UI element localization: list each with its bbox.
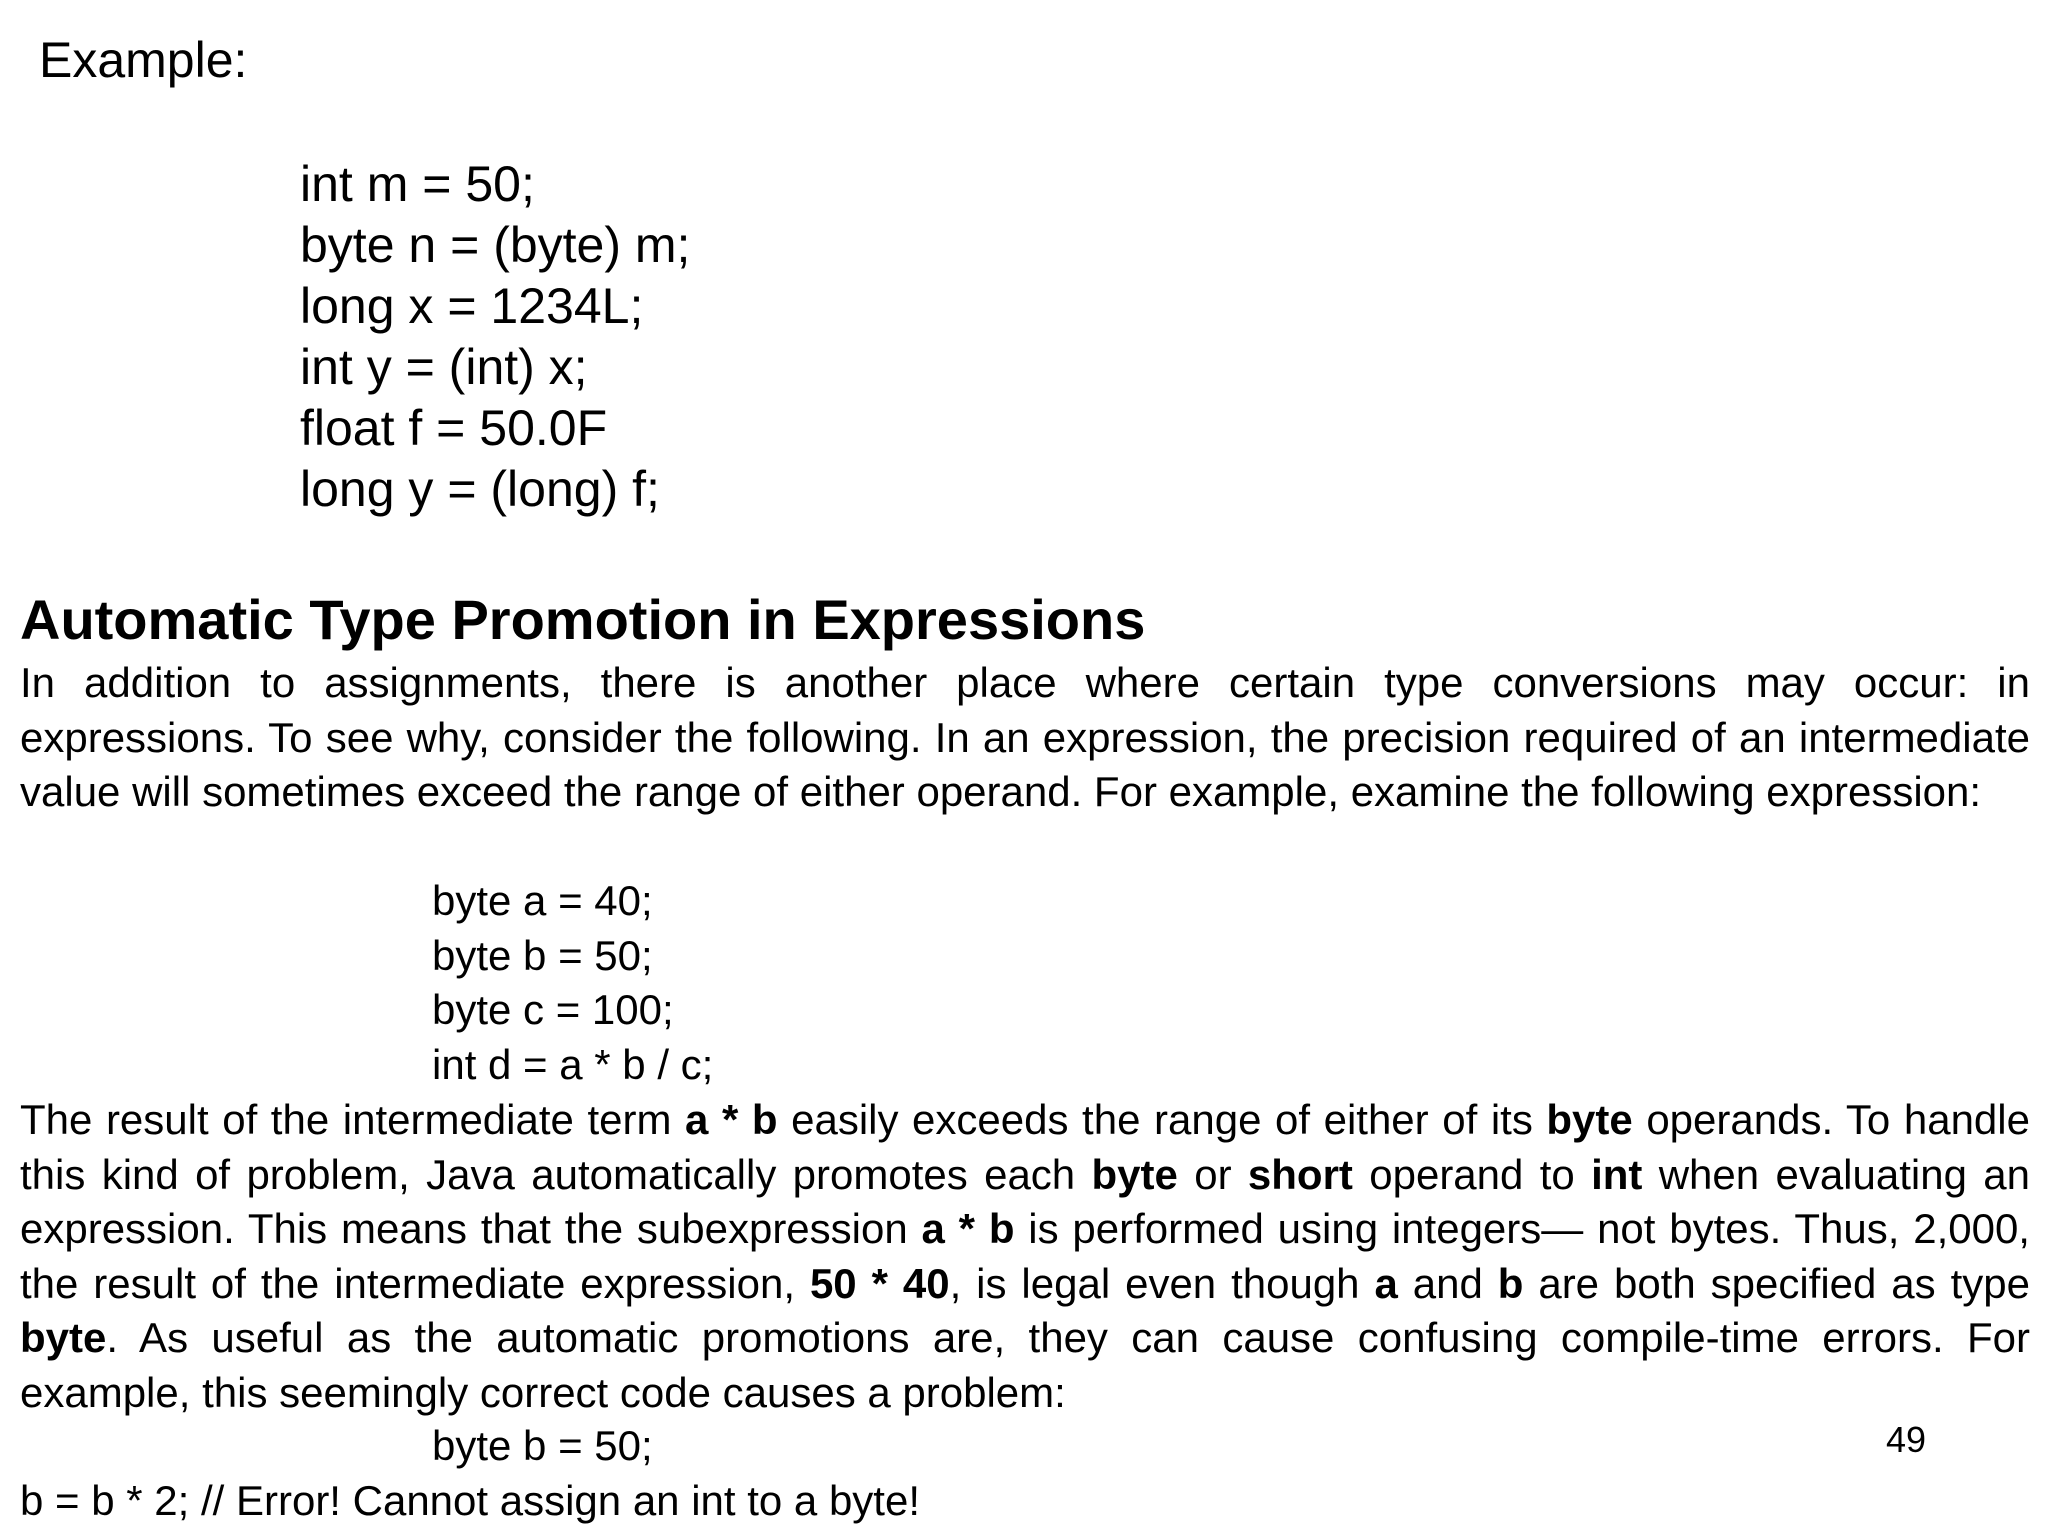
bold-term: a * b: [921, 1205, 1015, 1252]
bold-term: b: [1497, 1259, 1524, 1307]
code-block-casting-examples: [300, 154, 690, 520]
code-line: byte b = 50;: [432, 931, 653, 979]
code-line: int d = a * b / c;: [432, 1040, 714, 1088]
code-line: byte c = 100;: [432, 986, 674, 1033]
text-run: easily exceeds the range of either of its: [777, 1096, 1547, 1143]
text-run: are both specified as type: [1523, 1259, 2030, 1307]
code-line: long y = (long) f;: [300, 461, 660, 517]
code-line: byte b = 50;: [432, 1422, 653, 1469]
text-run: The result of the intermediate term: [20, 1096, 686, 1143]
code-line: byte a = 40;: [432, 877, 653, 924]
bold-term: byte: [1546, 1096, 1633, 1143]
code-line: int y = (int) x;: [300, 339, 588, 395]
text-run: operands. To handle this kind of problem, Java automatically promotes each: [20, 1096, 2030, 1198]
example-label: Example:: [39, 32, 248, 88]
code-block-problem-example: [432, 1419, 653, 1474]
paragraph-promotion-explanation: [20, 1093, 2030, 1420]
paragraph-intro: In addition to assignments, there is another place where certain type conversions may occur: in expressions. To see why, consider the following. In an expression, the precision required of an intermediate value will sometimes exceed the range of either operand. For example, examine the following expression:: [20, 659, 2030, 815]
text-run: operand to: [1352, 1150, 1592, 1198]
code-block-byte-expression: [432, 874, 713, 1092]
section-heading: Automatic Type Promotion in Expressions: [20, 588, 1146, 651]
code-line: int m = 50;: [300, 156, 535, 212]
bold-term: 50 * 40: [809, 1259, 950, 1307]
bold-term: short: [1247, 1150, 1353, 1198]
bold-term: byte: [20, 1314, 107, 1361]
text-run: , is legal even though: [949, 1259, 1375, 1307]
code-line: byte n = (byte) m;: [300, 217, 691, 273]
bold-term: int: [1591, 1150, 1643, 1198]
text-run: and: [1397, 1259, 1498, 1307]
text-run: . As useful as the automatic promotions are, they can cause confusing compile-time errors. For example, this seemingly correct code causes a problem:: [20, 1314, 2030, 1416]
text-run: is performed using integers— not bytes. Thus, 2,000, the result of the intermediate expression,: [20, 1205, 2030, 1307]
text-run: when evaluating an expression. This means that the subexpression: [20, 1150, 2031, 1252]
code-line: long x = 1234L;: [300, 278, 644, 334]
bold-term: byte: [1091, 1150, 1178, 1198]
code-error-line: b = b * 2; // Error! Cannot assign an int to a byte!: [20, 1477, 921, 1524]
page-number: 49: [1886, 1419, 1927, 1460]
bold-term: a: [1374, 1259, 1398, 1307]
code-line: float f = 50.0F: [300, 400, 608, 456]
text-run: or: [1177, 1150, 1248, 1198]
bold-term: a * b: [685, 1096, 778, 1143]
